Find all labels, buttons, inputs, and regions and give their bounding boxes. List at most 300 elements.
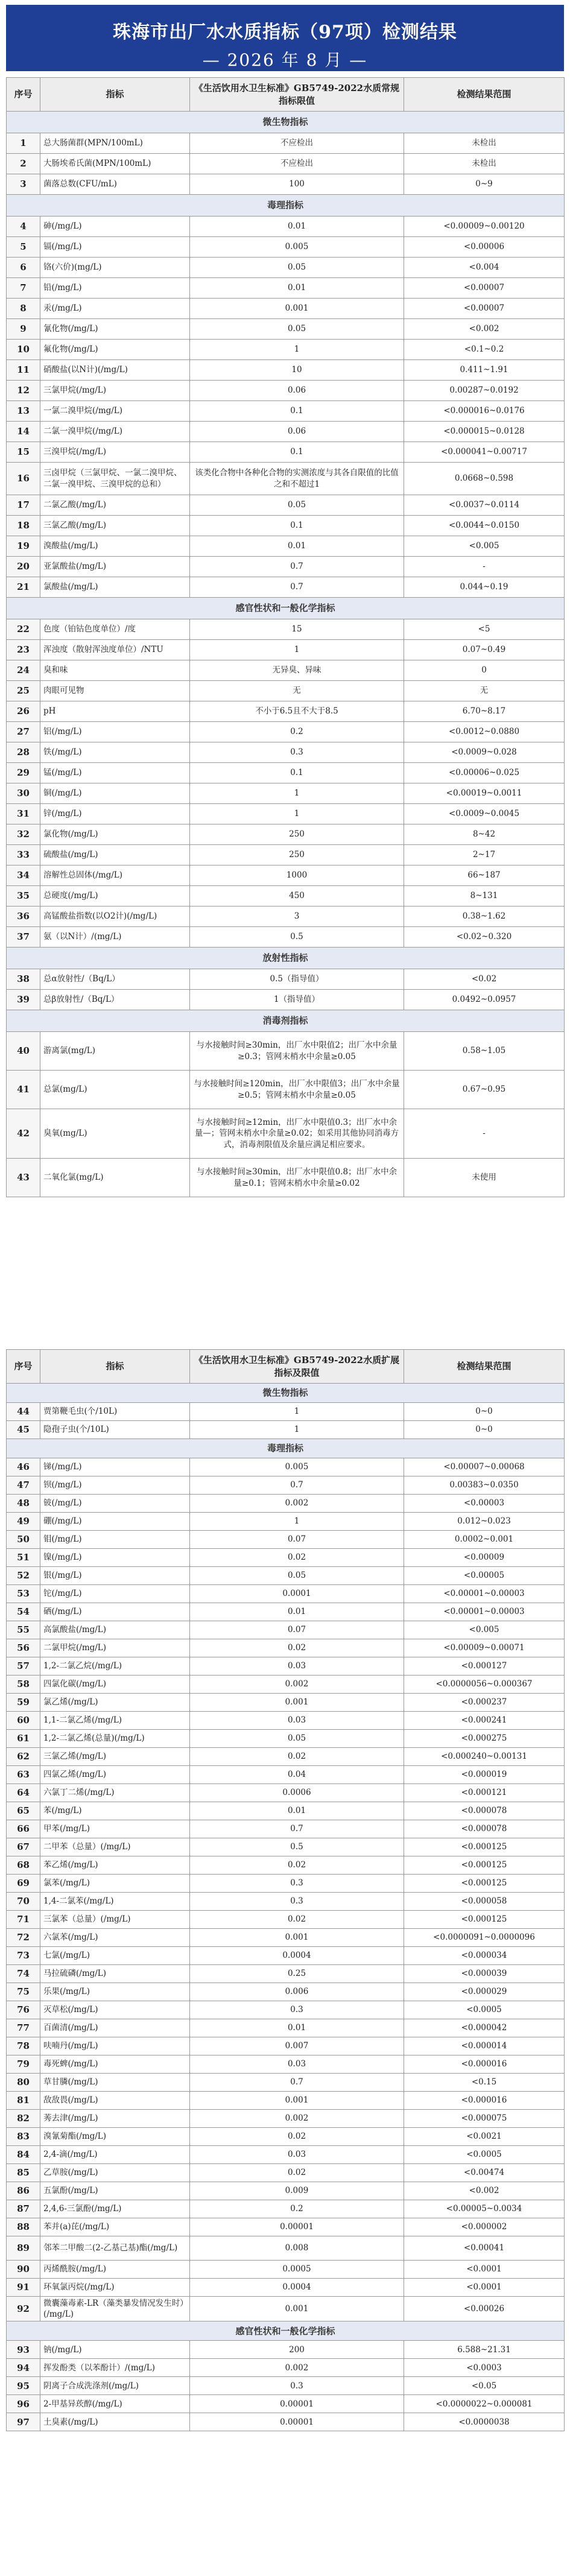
row-number: 17: [7, 495, 40, 516]
limit-value: 0.05: [190, 1567, 404, 1585]
row-number: 82: [7, 2110, 40, 2128]
result-value: <0.000241: [404, 1712, 565, 1730]
item-name: 菌落总数(CFU/mL): [40, 174, 190, 195]
table-row: [7, 2359, 565, 2377]
row-number: 24: [7, 660, 40, 681]
result-value: <0.00003: [404, 1495, 565, 1513]
table-row: [7, 1476, 565, 1495]
table-row: [7, 1032, 565, 1071]
row-number: 11: [7, 360, 40, 381]
row-number: 63: [7, 1766, 40, 1784]
item-name: 溴酸盐(/mg/L): [40, 536, 190, 557]
limit-value: 0.5: [190, 1838, 404, 1856]
section-row: [7, 1384, 565, 1403]
limit-value: 0.002: [190, 1495, 404, 1513]
page-gap: [0, 1326, 570, 1349]
section-title: 消毒剂指标: [7, 1010, 565, 1032]
table-row: [7, 557, 565, 577]
row-number: 67: [7, 1838, 40, 1856]
result-value: 0.411~1.91: [404, 360, 565, 381]
table-row: [7, 2341, 565, 2359]
table-row: [7, 2074, 565, 2092]
item-name: 四氯乙烯(/mg/L): [40, 1766, 190, 1784]
column-header-limit: 《生活饮用水卫生标准》GB5749-2022水质常规指标限值: [190, 78, 404, 112]
row-number: 40: [7, 1032, 40, 1071]
limit-value: 0.03: [190, 2055, 404, 2074]
limit-value: 0.25: [190, 1965, 404, 1983]
result-value: 0.0668~0.598: [404, 463, 565, 495]
item-name: 挥发酚类（以苯酚计）/(mg/L): [40, 2359, 190, 2377]
result-value: <0.000078: [404, 1820, 565, 1838]
item-name: 铝(/mg/L): [40, 722, 190, 742]
table-row: [7, 217, 565, 237]
table-row: [7, 133, 565, 154]
row-number: 5: [7, 237, 40, 258]
table-row: [7, 1893, 565, 1911]
row-number: 19: [7, 536, 40, 557]
table-row: [7, 742, 565, 763]
table-row: [7, 2092, 565, 2110]
row-number: 23: [7, 640, 40, 660]
row-number: 81: [7, 2092, 40, 2110]
table-row: [7, 1513, 565, 1531]
item-name: 氨（以N计）/(mg/L): [40, 927, 190, 948]
item-name: 总氯(mg/L): [40, 1071, 190, 1109]
table-row: [7, 536, 565, 557]
limit-value: 450: [190, 886, 404, 907]
limit-value: 0.0001: [190, 1585, 404, 1603]
item-name: 1,4-二氯苯(/mg/L): [40, 1893, 190, 1911]
limit-value: 0.1: [190, 516, 404, 536]
table-row: [7, 907, 565, 927]
table-row: [7, 763, 565, 783]
row-number: 73: [7, 1947, 40, 1965]
row-number: 32: [7, 824, 40, 845]
item-name: 二氯甲烷(/mg/L): [40, 1639, 190, 1657]
limit-value: 0.06: [190, 381, 404, 401]
result-value: <0.0044~0.0150: [404, 516, 565, 536]
result-value: <0.000041~0.00717: [404, 442, 565, 463]
item-name: 银(/mg/L): [40, 1567, 190, 1585]
limit-value: 与水接触时间≥12min，出厂水中限值0.3；出厂水中余量—；管网末梢水中余量≥0.02；如采用其他协同消毒方式，消毒剂限值及余量应满足相应要求。: [190, 1109, 404, 1159]
item-name: 百菌清(/mg/L): [40, 2019, 190, 2037]
report-title: 珠海市出厂水水质指标（97项）检测结果: [113, 22, 457, 43]
item-name: 肉眼可见物: [40, 681, 190, 701]
table-row: [7, 1730, 565, 1748]
result-value: 0.012~0.023: [404, 1513, 565, 1531]
limit-value: 0.02: [190, 1856, 404, 1875]
row-number: 30: [7, 783, 40, 804]
limit-value: 3: [190, 907, 404, 927]
result-value: 66~187: [404, 866, 565, 886]
item-name: 三卤甲烷（三氯甲烷、一氯二溴甲烷、二氯一溴甲烷、三溴甲烷的总和）: [40, 463, 190, 495]
table-row: [7, 701, 565, 722]
row-number: 4: [7, 217, 40, 237]
row-number: 55: [7, 1621, 40, 1639]
result-value: <0.000125: [404, 1911, 565, 1929]
result-value: <0.15: [404, 2074, 565, 2092]
row-number: 78: [7, 2037, 40, 2055]
table-row: [7, 2055, 565, 2074]
table-row: [7, 681, 565, 701]
item-name: 高氯酸盐(/mg/L): [40, 1621, 190, 1639]
result-value: 未检出: [404, 154, 565, 174]
limit-value: 0.00001: [190, 2218, 404, 2236]
item-name: 二氧化氯(mg/L): [40, 1159, 190, 1197]
table-row: [7, 422, 565, 442]
limit-value: 0.07: [190, 1531, 404, 1549]
item-name: 1,1-二氯乙烯(/mg/L): [40, 1712, 190, 1730]
row-number: 18: [7, 516, 40, 536]
limit-value: 1: [190, 340, 404, 360]
row-number: 47: [7, 1476, 40, 1495]
column-header-item: 指标: [40, 78, 190, 112]
table-row: [7, 463, 565, 495]
section-title: 感官性状和一般化学指标: [7, 2321, 565, 2341]
result-value: -: [404, 1109, 565, 1159]
column-header-no: 序号: [7, 78, 40, 112]
limit-value: 200: [190, 2341, 404, 2359]
table-row: [7, 722, 565, 742]
row-number: 27: [7, 722, 40, 742]
item-name: 氟化物(/mg/L): [40, 340, 190, 360]
item-name: 六氯丁二烯(/mg/L): [40, 1784, 190, 1802]
table-row: [7, 2128, 565, 2146]
limit-value: 0.3: [190, 1893, 404, 1911]
limit-value: 0.0004: [190, 1947, 404, 1965]
row-number: 64: [7, 1784, 40, 1802]
table-row: [7, 319, 565, 340]
row-number: 25: [7, 681, 40, 701]
item-name: 敌敌畏(/mg/L): [40, 2092, 190, 2110]
result-value: <0.000016: [404, 2092, 565, 2110]
row-number: 76: [7, 2001, 40, 2019]
item-name: 铍(/mg/L): [40, 1495, 190, 1513]
item-name: 氯化物(/mg/L): [40, 824, 190, 845]
row-number: 6: [7, 258, 40, 278]
table-row: [7, 969, 565, 990]
result-value: 0~0: [404, 1421, 565, 1439]
item-name: 三氯乙酸(/mg/L): [40, 516, 190, 536]
section-row: [7, 112, 565, 133]
row-number: 12: [7, 381, 40, 401]
row-number: 20: [7, 557, 40, 577]
item-name: 微囊藻毒素-LR（藻类暴发情况发生时）(/mg/L): [40, 2297, 190, 2321]
item-name: 钼(/mg/L): [40, 1531, 190, 1549]
limit-value: 0.3: [190, 2001, 404, 2019]
limit-value: 0.03: [190, 1657, 404, 1676]
row-number: 10: [7, 340, 40, 360]
item-name: 氯苯(/mg/L): [40, 1875, 190, 1893]
table-row: [7, 1838, 565, 1856]
result-value: <0.000127: [404, 1657, 565, 1676]
result-value: <0.00019~0.0011: [404, 783, 565, 804]
result-value: <0.0005: [404, 2146, 565, 2164]
table-row: [7, 516, 565, 536]
result-value: <0.00007: [404, 299, 565, 319]
item-name: 六氯苯(/mg/L): [40, 1929, 190, 1947]
row-number: 35: [7, 886, 40, 907]
table-row: [7, 258, 565, 278]
table-row: [7, 340, 565, 360]
limit-value: 1: [190, 1513, 404, 1531]
result-value: 0: [404, 660, 565, 681]
limit-value: 0.01: [190, 1802, 404, 1820]
item-name: 2,4,6-三氯酚(/mg/L): [40, 2200, 190, 2218]
item-name: 锑(/mg/L): [40, 1458, 190, 1476]
result-value: 0.00383~0.0350: [404, 1476, 565, 1495]
limit-value: 0.03: [190, 2146, 404, 2164]
row-number: 26: [7, 701, 40, 722]
result-value: <0.00009: [404, 1549, 565, 1567]
row-number: 36: [7, 907, 40, 927]
section-title: 毒理指标: [7, 1439, 565, 1458]
table-row: [7, 2200, 565, 2218]
table-row: [7, 1784, 565, 1802]
item-name: 铊(/mg/L): [40, 1585, 190, 1603]
item-name: 丙烯酰胺(/mg/L): [40, 2261, 190, 2279]
item-name: 总α放射性/（Bq/L）: [40, 969, 190, 990]
table-row: [7, 1495, 565, 1513]
table-row: [7, 2164, 565, 2182]
limit-value: 0.7: [190, 1476, 404, 1495]
result-value: <0.0003: [404, 2359, 565, 2377]
row-number: 31: [7, 804, 40, 824]
row-number: 59: [7, 1694, 40, 1712]
limit-value: 0.06: [190, 422, 404, 442]
item-name: 1,2-二氯乙烯(总量)(/mg/L): [40, 1730, 190, 1748]
column-header-result: 检测结果范围: [404, 1350, 565, 1384]
result-value: <0.00474: [404, 2164, 565, 2182]
item-name: 亚氯酸盐(/mg/L): [40, 557, 190, 577]
item-name: 高锰酸盐指数(以O2计)(/mg/L): [40, 907, 190, 927]
table-row: [7, 2001, 565, 2019]
result-value: <0.005: [404, 1621, 565, 1639]
limit-value: 0.0004: [190, 2279, 404, 2297]
row-number: 54: [7, 1603, 40, 1621]
row-number: 43: [7, 1159, 40, 1197]
limit-value: 0.005: [190, 1458, 404, 1476]
table-row: [7, 1531, 565, 1549]
section-row: [7, 2321, 565, 2341]
row-number: 50: [7, 1531, 40, 1549]
table-row: [7, 619, 565, 640]
column-header-no: 序号: [7, 1350, 40, 1384]
limit-value: 1000: [190, 866, 404, 886]
row-number: 85: [7, 2164, 40, 2182]
result-value: 0.38~1.62: [404, 907, 565, 927]
table-row: [7, 2377, 565, 2395]
item-name: 砷(/mg/L): [40, 217, 190, 237]
result-value: <0.000240~0.00131: [404, 1748, 565, 1766]
item-name: 马拉硫磷(/mg/L): [40, 1965, 190, 1983]
table-row: [7, 1676, 565, 1694]
row-number: 77: [7, 2019, 40, 2037]
row-number: 48: [7, 1495, 40, 1513]
table-row: [7, 886, 565, 907]
limit-value: 0.001: [190, 1929, 404, 1947]
result-value: <0.0001: [404, 2279, 565, 2297]
row-number: 33: [7, 845, 40, 866]
table-row: [7, 1802, 565, 1820]
section-row: [7, 1439, 565, 1458]
table-row: [7, 1458, 565, 1476]
limit-value: 1: [190, 783, 404, 804]
limit-value: 0.1: [190, 763, 404, 783]
result-value: <0.0000056~0.000367: [404, 1676, 565, 1694]
row-number: 61: [7, 1730, 40, 1748]
result-value: <0.00007: [404, 278, 565, 299]
table-row: [7, 1947, 565, 1965]
table-row: [7, 783, 565, 804]
table-row: [7, 1694, 565, 1712]
limit-value: 无异臭、异味: [190, 660, 404, 681]
row-number: 16: [7, 463, 40, 495]
result-value: <0.00001~0.00003: [404, 1585, 565, 1603]
item-name: 三氯甲烷(/mg/L): [40, 381, 190, 401]
item-name: 苯(/mg/L): [40, 1802, 190, 1820]
limit-value: 与水接触时间≥120min，出厂水中限值3；出厂水中余量≥0.5；管网末梢水中余量≥0.05: [190, 1071, 404, 1109]
table-row: [7, 2413, 565, 2431]
row-number: 69: [7, 1875, 40, 1893]
item-name: 二氯乙酸(/mg/L): [40, 495, 190, 516]
item-name: 毒死蜱(/mg/L): [40, 2055, 190, 2074]
table-row: [7, 495, 565, 516]
result-value: <0.00005: [404, 1567, 565, 1585]
item-name: 土臭素(/mg/L): [40, 2413, 190, 2431]
row-number: 90: [7, 2261, 40, 2279]
result-value: <0.002: [404, 2182, 565, 2200]
limit-value: 0.5（指导值）: [190, 969, 404, 990]
row-number: 89: [7, 2236, 40, 2261]
result-value: <0.00005~0.0034: [404, 2200, 565, 2218]
item-name: 游离氯(mg/L): [40, 1032, 190, 1071]
item-name: 镍(/mg/L): [40, 1549, 190, 1567]
result-value: 0.0002~0.001: [404, 1531, 565, 1549]
item-name: 钡(/mg/L): [40, 1476, 190, 1495]
item-name: 邻苯二甲酸二(2-乙基己基)酯(/mg/L): [40, 2236, 190, 2261]
result-value: 6.70~8.17: [404, 701, 565, 722]
limit-value: 0.05: [190, 495, 404, 516]
result-value: <0.0000091~0.0000096: [404, 1929, 565, 1947]
limit-value: 与水接触时间≥30min，出厂水中限值0.8；出厂水中余量≥0.1；管网末梢水中余量≥0.02: [190, 1159, 404, 1197]
table-header-row: [7, 1350, 565, 1384]
table-row: [7, 2395, 565, 2413]
row-number: 2: [7, 154, 40, 174]
limit-value: 无: [190, 681, 404, 701]
limit-value: 1: [190, 804, 404, 824]
item-name: 氯乙烯(/mg/L): [40, 1694, 190, 1712]
table-row: [7, 1983, 565, 2001]
table-row: [7, 1965, 565, 1983]
section-row: [7, 598, 565, 619]
item-name: 色度（铂钴色度单位）/度: [40, 619, 190, 640]
limit-value: 0.02: [190, 1639, 404, 1657]
row-number: 68: [7, 1856, 40, 1875]
table-row: [7, 2146, 565, 2164]
section-title: 微生物指标: [7, 112, 565, 133]
result-value: <0.000016~0.0176: [404, 401, 565, 422]
limit-value: 0.3: [190, 2377, 404, 2395]
result-value: <0.0021: [404, 2128, 565, 2146]
limit-value: 0.007: [190, 2037, 404, 2055]
limit-value: 0.3: [190, 1875, 404, 1893]
row-number: 37: [7, 927, 40, 948]
section-title: 微生物指标: [7, 1384, 565, 1403]
row-number: 62: [7, 1748, 40, 1766]
section-row: [7, 195, 565, 217]
item-name: 三氯乙烯(/mg/L): [40, 1748, 190, 1766]
item-name: 氰化物(/mg/L): [40, 319, 190, 340]
result-value: 0.07~0.49: [404, 640, 565, 660]
table-row: [7, 1159, 565, 1197]
limit-value: 0.7: [190, 2074, 404, 2092]
limit-value: 0.001: [190, 1694, 404, 1712]
item-name: pH: [40, 701, 190, 722]
table-row: [7, 2218, 565, 2236]
row-number: 97: [7, 2413, 40, 2431]
section-row: [7, 1010, 565, 1032]
result-value: <0.0037~0.0114: [404, 495, 565, 516]
result-value: <0.00009~0.00120: [404, 217, 565, 237]
row-number: 8: [7, 299, 40, 319]
row-number: 91: [7, 2279, 40, 2297]
row-number: 86: [7, 2182, 40, 2200]
row-number: 74: [7, 1965, 40, 1983]
table-row: [7, 360, 565, 381]
limit-value: 0.2: [190, 722, 404, 742]
item-name: 阴离子合成洗涤剂(/mg/L): [40, 2377, 190, 2395]
limit-value: 15: [190, 619, 404, 640]
result-value: <0.0009~0.028: [404, 742, 565, 763]
item-name: 氯酸盐(/mg/L): [40, 577, 190, 598]
limit-value: 不应检出: [190, 133, 404, 154]
result-value: <0.0012~0.0880: [404, 722, 565, 742]
result-value: <0.000125: [404, 1875, 565, 1893]
row-number: 29: [7, 763, 40, 783]
item-name: 硫酸盐(/mg/L): [40, 845, 190, 866]
row-number: 13: [7, 401, 40, 422]
item-name: 1,2-二氯乙烷(/mg/L): [40, 1657, 190, 1676]
limit-value: 0.001: [190, 2092, 404, 2110]
limit-value: 0.01: [190, 2019, 404, 2037]
item-name: 三氯苯（总量）(/mg/L): [40, 1911, 190, 1929]
limit-value: 0.001: [190, 2297, 404, 2321]
result-value: <0.0005: [404, 2001, 565, 2019]
result-value: <0.05: [404, 2377, 565, 2395]
table-row: [7, 1712, 565, 1730]
row-number: 79: [7, 2055, 40, 2074]
table-row: [7, 1766, 565, 1784]
table-row: [7, 2236, 565, 2261]
item-name: 铁(/mg/L): [40, 742, 190, 763]
result-value: -: [404, 557, 565, 577]
result-value: 未使用: [404, 1159, 565, 1197]
item-name: 总硬度(/mg/L): [40, 886, 190, 907]
limit-value: 该类化合物中各种化合物的实测浓度与其各自限值的比值之和不超过1: [190, 463, 404, 495]
limit-value: 不应检出: [190, 154, 404, 174]
row-number: 93: [7, 2341, 40, 2359]
results-table-1: [6, 77, 565, 1197]
row-number: 95: [7, 2377, 40, 2395]
item-name: 乐果(/mg/L): [40, 1983, 190, 2001]
item-name: 硝酸盐(以N计)(/mg/L): [40, 360, 190, 381]
limit-value: 0.001: [190, 299, 404, 319]
row-number: 14: [7, 422, 40, 442]
table-row: [7, 2297, 565, 2321]
limit-value: 1（指导值）: [190, 990, 404, 1010]
row-number: 84: [7, 2146, 40, 2164]
